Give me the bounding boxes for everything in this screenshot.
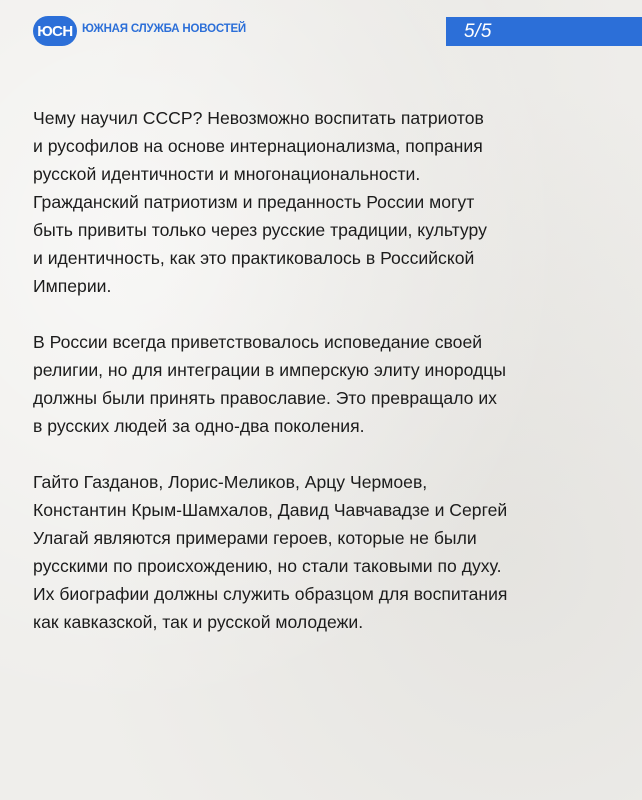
page-indicator-tab [446, 17, 642, 46]
paragraph-3: Гайто Газданов, Лорис-Меликов, Арцу Чермоев, Константин Крым-Шамхалов, Давид Чавчавадзе и Сергей Улагай являются примерами героев, которые не были русскими по происхождению, но стали таковыми по духу. Их биографии должны служить образцом для воспитания как кавказской, так и русской молодежи. [33, 472, 508, 632]
article-body [33, 104, 613, 664]
logo-abbreviation: ЮСН [37, 22, 73, 40]
paragraph-1: Чему научил СССР? Невозможно воспитать патриотов и русофилов на основе интернационализма, попрания русской идентичности и многонациональности. Гражданский патриотизм и преданность России могут быть привиты только через русские традиции, культуру и идентичность, как это практиковалось в Российской Империи. [33, 108, 487, 296]
header [0, 0, 642, 70]
paragraph-2: В России всегда приветствовалось исповедание своей религии, но для интеграции в имперскую элиту инородцы должны были принять православие. Это превращало их в русских людей за одно-два поколения. [33, 332, 507, 436]
logo-badge [33, 16, 77, 46]
logo-name: ЮЖНАЯ СЛУЖБА НОВОСТЕЙ [82, 23, 246, 35]
page-indicator: 5/5 [464, 20, 492, 42]
